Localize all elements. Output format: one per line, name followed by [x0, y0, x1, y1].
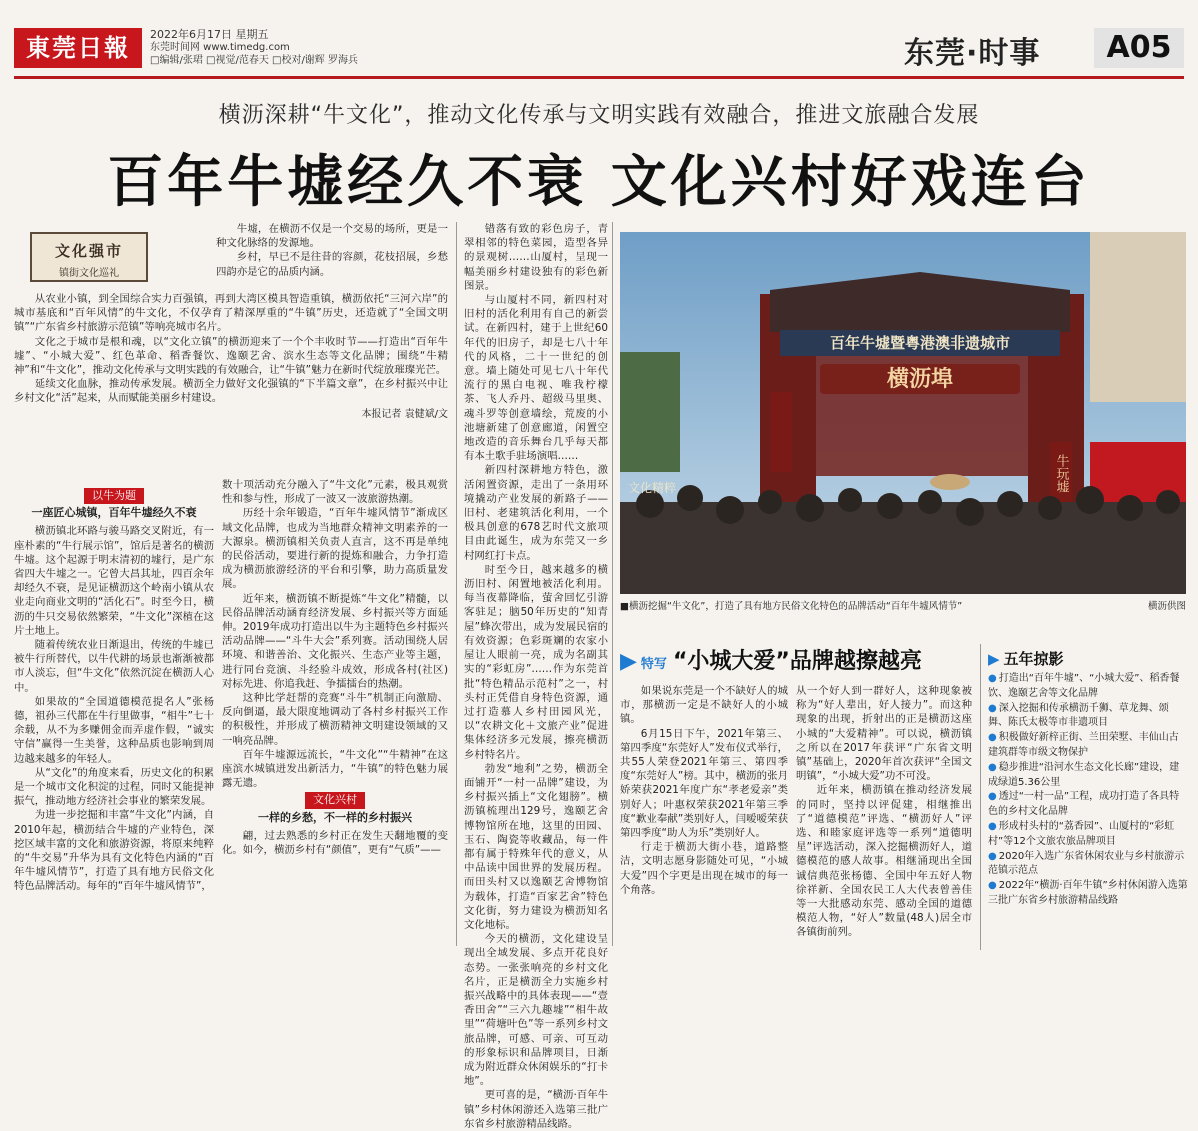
lead-paragraph: 文化之于城市是根和魂，以“文化立镇”的横沥迎来了一个个丰收时节——打造出“百年牛墟”、“小城大爱”、红色革命、稻香餐饮、逸颐艺舍、滨水生态等文化品牌；围绕“牛精神”和“牛文化”，推动文化传承与文明实践的有效融合，让“牛镇”魅力在新时代绽放璀璨光芒。: [14, 335, 448, 377]
section-name: 东莞·时事: [904, 36, 1041, 71]
feature-kicker: 特写: [640, 657, 667, 672]
body-paragraph: 与山厦村不同，新四村对旧村的活化利用有自己的新尝试。在新四村，建于上世纪60年代的旧房子，却是七八十年代的风格，二十一世纪的创意。墙上随处可见七八十年代流行的黑白电视、唯我柠檬茶、飞人乔丹、超级马里奥、魂斗罗等创意墙绘，荒废的小池塘新建了创意廊道，闲置空地改造的音乐舞台几乎每天都有本土歌手驻场演唱……: [464, 294, 608, 463]
body-paragraph: 从“文化”的角度来看，历史文化的积累是一个城市文化积淀的过程，同时又能提神振气，推动地方经济社会事业的繁荣发展。: [14, 766, 214, 808]
body-paragraph: 数十项活动充分融入了“牛文化”元素，极具观赏性和参与性，形成了一波又一波旅游热潮。: [222, 479, 448, 506]
column-divider: [456, 222, 457, 946]
list-item: ● 形成村头村的“荔香园”、山厦村的“彩虹村”等12个文旅农旅品牌项目: [988, 820, 1175, 847]
gate-banner-text: 百年牛墟暨粤港澳非遗城市: [829, 334, 1011, 352]
subheadline: 横沥深耕“牛文化”，推动文化传承与文明实践有效融合，推进文旅融合发展: [218, 103, 980, 128]
timeline-heading: [988, 648, 1064, 669]
bullet-icon: ●: [988, 702, 997, 714]
list-item: ● 深入挖掘和传承横沥千狮、草龙舞、颂舞、陈氏太极等市非遗项目: [988, 702, 1169, 729]
page-number: A05: [1094, 28, 1184, 68]
body-paragraph: 今天的横沥，文化建设呈现出全域发展、多点开花良好态势。一张张响亮的乡村文化名片，正是横沥全力实施乡村振兴战略中的具体表现——“壹香田舍”“三六九趣墟”“相牛故里”“荷塘叶色”等一系列乡村文旅品牌，可感、可亲、可互动的形象标识和品牌项目，日渐成为附近群众休闲娱乐的“打卡地”。: [464, 933, 608, 1088]
lead-paragraph: 牛墟，在横沥不仅是一个交易的场所，更是一种文化脉络的发源地。: [216, 223, 448, 250]
gate-name-text: 横沥埠: [886, 366, 954, 392]
stamp-title: 文化强市: [54, 242, 123, 260]
section-tag: 文化兴村: [305, 792, 365, 808]
bullet-icon: ●: [988, 732, 997, 744]
column-1: [14, 486, 214, 956]
bullet-icon: ●: [988, 880, 997, 892]
section-subtitle: 一座匠心城镇，百年牛墟经久不衰: [31, 506, 197, 520]
byline: 本报记者 袁健斌/文: [361, 408, 448, 420]
feature-column-1: [620, 684, 788, 954]
body-paragraph: 近年来，横沥镇不断提炼“牛文化”精髓，以民俗品牌活动涵育经济发展、乡村振兴等方面延伸。2019年成功打造出以牛为主题特色乡村振兴活动品牌——“斗牛大会”系列赛。活动围绕人居环境、和谐善治、文化振兴、生态产业等主题，进行同台竞演、斗经验斗成效，形成各村(社区)对标先进、你追我赶、争擂擂台的热潮。: [222, 592, 448, 690]
section-tag: 以牛为题: [84, 488, 144, 504]
timeline-list: [988, 672, 1188, 909]
body-paragraph: 这种比学赶帮的竞赛“斗牛”机制正向激励、反向倒逼，最大限度地调动了各村乡村振兴工作的积极性，并形成了横沥精神文明建设领域的又一响亮品牌。: [222, 692, 448, 747]
bullet-icon: ●: [988, 850, 997, 862]
headline: 百年牛墟经久不衰 文化兴村好戏连台: [107, 149, 1091, 215]
list-item: ● 积极做好新梓正街、兰田荣墅、丰仙山古建筑群等市级文物保护: [988, 732, 1179, 758]
caption-text: ■横沥挖掘“牛文化”，打造了具有地方民俗文化特色的品牌活动“百年牛墟风情节”: [620, 601, 963, 612]
arrow-icon: ▶: [988, 650, 1000, 668]
masthead-rule: [14, 76, 1184, 79]
body-paragraph: 从一个好人到一群好人，这种现象被称为“好人辈出，好人接力”。而这种现象的出现，折射出的正是横沥这座小城的“大爱精神”。可以说，横沥镇之所以在2017年获评“广东省文明镇”基础上，2020年首次获评“全国文明镇”，“小城大爱”功不可没。: [796, 685, 972, 783]
right-sign-text: 牛玩墟: [1053, 454, 1069, 493]
body-paragraph: 横沥镇北环路与骏马路交叉附近，有一座朴素的“牛行展示馆”，馆后是著名的横沥牛墟。这个起源于明末清初的墟行，是广东省四大牛墟之一。它曾大昌其址，四百余年却经久不衰，是见证横沥这个岭南小镇从农业走向商业文明的“活化石”。时至今日，横沥的牛只交易依然繁荣，“牛文化”深植在这片土地上。: [14, 525, 214, 637]
column-3: [464, 222, 608, 1130]
list-item: ● 打造出“百年牛墟”、“小城大爱”、稻香餐饮、逸颐艺舍等文化品牌: [988, 673, 1180, 699]
timeline-title: 五年掠影: [1003, 650, 1064, 668]
photo-illustration: [620, 232, 1186, 594]
photo-caption: [620, 598, 1186, 612]
body-paragraph: 翩，过去熟悉的乡村正在发生天翻地覆的变化。如今，横沥乡村有“颜值”，更有“气质”——: [222, 829, 448, 857]
body-paragraph: 近年来，横沥镇在推动经济发展的同时，坚持以评促建，相继推出了“道德模范”评选、“横沥好人”评选、和睦家庭评选等一系列“道德明星”评选活动，深入挖掘横沥好人，道德模范的感人故事。相继涌现出全国诚信典范张杨德、全国中年五好人物徐祥新、全国农民工人大代表曾善佳等一大批感动东莞、感动全国的道德模范人物，“好人”数量(48人)居全市各镇街前列。: [796, 784, 972, 939]
list-item: ● 2022年“横沥·百年牛镇”乡村休闲游入选第三批广东省乡村旅游精品线路: [988, 880, 1188, 906]
bullet-icon: ●: [988, 673, 997, 684]
body-paragraph: 6月15日下午，2021年第三、第四季度“东莞好人”发布仪式举行，共55人荣登2021年第三、第四季度“东莞好人”榜。其中，横沥的张月娇荣获2021年度广东“孝老爱亲”类别好人；叶惠权荣获2021年第三季度“歉业奉献”类别好人，闫嗳嗳荣获第四季度“助人为乐”类别好人。: [620, 727, 788, 840]
body-paragraph: 如果故的“全国道德模范提名人”张杨德，祖孙三代都在牛行里做事，“相牛”七十余载，从不为多赚佣金而弄虚作假，“诚实守信”赢得一生美誉，这种品质也影响到周边越来越多的年轻人。: [14, 695, 214, 765]
feature-heading: [620, 644, 922, 675]
lead-body: [14, 292, 448, 462]
lead-top: [216, 222, 448, 278]
body-paragraph: 行走于横沥大街小巷，道路整洁，文明志愿身影随处可见，“小城大爱”四个字更是出现在城市的每一个角落。: [620, 841, 788, 896]
list-item: ● 稳步推进“沿河水生态文化长廊”建设，建成绿道5.36公里: [988, 761, 1180, 788]
photo-credit: 横沥供图: [1147, 601, 1186, 612]
bullet-icon: ●: [988, 791, 997, 803]
body-paragraph: 百年牛墟源远流长，“牛文化”“牛精神”在这座滨水城镇迸发出新活力，“牛镇”的特色魅力展露无遗。: [222, 748, 448, 790]
issue-date: 2022年6月17日 星期五: [150, 28, 269, 41]
bullet-icon: ●: [988, 761, 997, 773]
body-paragraph: 如果说东莞是一个不缺好人的城市，那横沥一定是不缺好人的小城镇。: [620, 685, 788, 726]
lead-paragraph: 乡村，早已不是往昔的容颜，花枝招展，乡愁四韵亦是它的品质内涵。: [216, 251, 448, 278]
body-paragraph: 错落有致的彩色房子，青翠相邻的特色菜园，造型各异的景观树……山厦村，呈现一幅美丽乡村建设独有的彩色新图景。: [464, 223, 608, 292]
issue-meta: [150, 28, 358, 67]
editor-credits: □编辑/张珺 □视觉/范春天 □校对/谢辉 罗海兵: [150, 55, 358, 66]
body-paragraph: 勃发“地利”之势，横沥全面铺开“一村一品牌”建设，为乡村振兴插上“文化翅膀”。横沥镇梳理出129号，逸颐艺舍博物馆所在地，这里的田园、玉石、陶瓷等收藏品，每一件都有属于特殊年代的意义，从中品读中国世界的发展历程。而田头村又以逸颐艺舍博物馆为载体，打造“百家艺舍”特色文化街，努力建设为横沥知名文化地标。: [464, 762, 608, 931]
masthead: [0, 0, 1198, 80]
feature-column-2: [796, 684, 972, 954]
body-paragraph: 更可喜的是，“横沥·百年牛镇”乡村休闲游还入选第三批广东省乡村旅游精品线路。: [464, 1089, 608, 1130]
list-item: ● 2020年入选广东省休闲农业与乡村旅游示范镇示范点: [988, 850, 1185, 877]
body-paragraph: 历经十余年锻造，“百年牛墟风情节”渐成区域文化品牌，也成为当地群众精神文明素养的一大源泉。横沥镇相关负责人直言，这不再是单纯的民俗活动，要进行新的提炼和融合，力争打造成为横沥旅游经济的平台和引擎，助力高质量发展。: [222, 507, 448, 591]
feature-title: “小城大爱”品牌越擦越亮: [672, 649, 922, 674]
body-paragraph: 为进一步挖掘和丰富“牛文化”内涵，自2010年起，横沥结合牛墟的产业特色，深挖区域丰富的文化和旅游资源，将原来纯粹的“牛交易”升华为具有文化特色内涵的“百年牛墟风情节”，打造了具有地方民俗文化特色品牌活动。每年的“百年牛墟风情节”，: [14, 809, 214, 893]
body-paragraph: 时至今日，越来越多的横沥旧村、闲置地被活化利用。每当夜幕降临，萤舍回忆引游客驻足；脑50年历史的“知青屋”蜂次带出，成为发展民宿的有效资源；色彩斑斓的农家小屋让人眼前一亮，成为名副其实的“彩虹房”……作为东莞首批“特色精品示范村”之一，村头村正凭借自身特色资源，通过打造慕人乡村田园风光，以“农耕文化＋文旅产业”促进集体经济多元发展，擦亮横沥乡村特名片。: [464, 563, 608, 761]
list-item: ● 透过“一村一品”工程，成功打造了各具特色的乡村文化品牌: [988, 791, 1180, 818]
column-divider: [980, 644, 981, 950]
arrow-icon: ▶: [620, 649, 637, 674]
body-paragraph: 新四村深耕地方特色，激活闲置资源，走出了一条用环境撬动产业发展的新路子——旧村、老建筑活化利用，一个极具创意的678艺时代文旅项目由此诞生，成为东莞又一乡村网红打卡点。: [464, 464, 608, 562]
lead-paragraph: 从农业小镇，到全国综合实力百强镇，再到大湾区模具智造重镇，横沥依托“三河六岸”的城市基底和“百年风情”的牛文化，不仅孕育了精深厚重的“牛镇”历史，还造就了“全国文明镇”“广东省乡村旅游示范镇”等响亮城市名片。: [14, 293, 448, 334]
newspaper-logo: 東莞日報: [14, 28, 142, 68]
website: 东莞时间网 www.timedg.com: [150, 42, 290, 53]
lead-paragraph: 延续文化血脉，推动传承发展。横沥全力做好文化强镇的“下半篇文章”，在乡村振兴中让乡村文化“活”起来，从而赋能美丽乡村建设。: [14, 378, 448, 405]
bullet-icon: ●: [988, 820, 997, 832]
body-paragraph: 随着传统农业日渐退出，传统的牛墟已被牛行所替代，以牛代耕的场景也渐渐被都市人淡忘，但“牛文化”依然沉淀在横沥人心中。: [14, 639, 214, 694]
column-2: [222, 478, 448, 956]
stamp-subtitle: 镇街文化巡礼: [59, 268, 119, 279]
section-subtitle: 一样的乡愁，不一样的乡村振兴: [258, 810, 412, 824]
festival-photo: [620, 232, 1186, 594]
column-stamp: [30, 232, 148, 282]
left-sign-text: 文化精粹: [628, 481, 677, 495]
column-divider: [612, 222, 613, 946]
